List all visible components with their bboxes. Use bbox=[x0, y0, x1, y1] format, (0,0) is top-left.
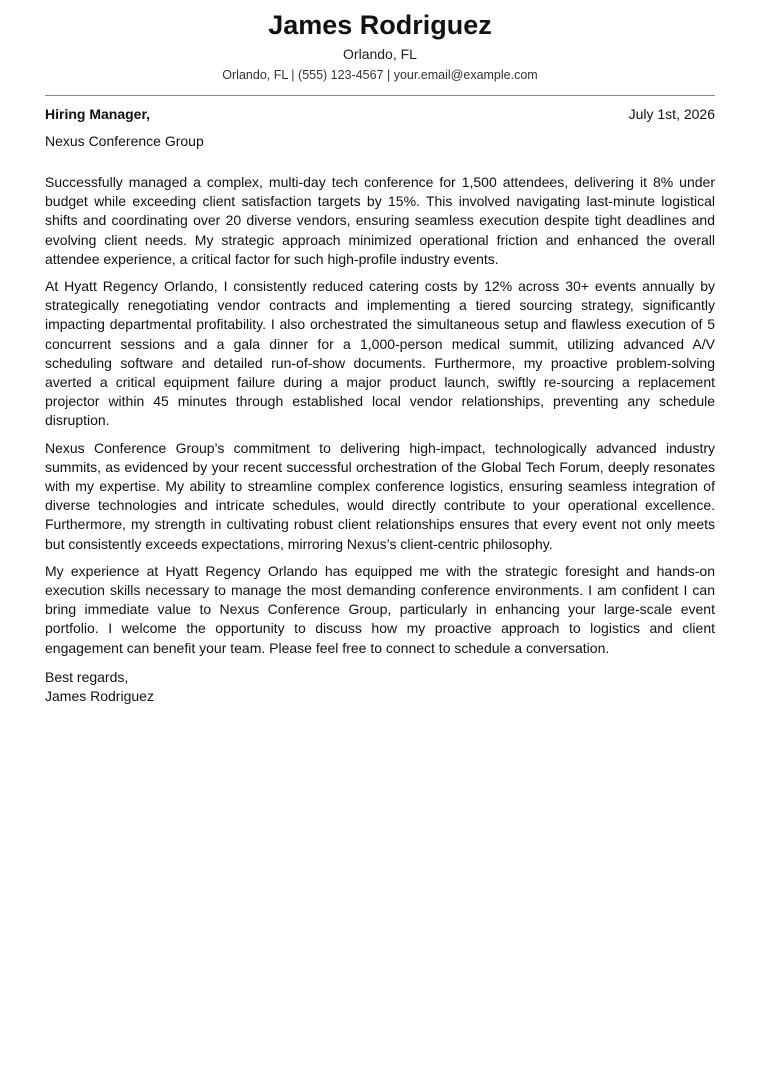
sender-name: James Rodriguez bbox=[268, 10, 492, 40]
body-paragraph: At Hyatt Regency Orlando, I consistently reduced catering costs by 12% across 30+ events annually by strategically renegotiating vendor contracts and implementing a tiered sourcing strategy, significantly impacting departmental profitability. I also orchestrated the simultaneous setup and flawless execution of 5 concurrent sessions and a gala dinner for a 1,000-person medical summit, utilizing advanced A/V scheduling software and detailed run-of-show documents. Furthermore, my proactive problem-solving averted a critical equipment failure during a major product launch, swiftly re-sourcing a replacement projector within 45 minutes through established local vendor relationships, preventing any schedule disruption. bbox=[45, 278, 715, 429]
letter-body bbox=[45, 173, 715, 658]
signature-name: James Rodriguez bbox=[45, 688, 154, 705]
recipient-company: Nexus Conference Group bbox=[45, 133, 204, 149]
closing-phrase: Best regards, bbox=[45, 668, 129, 685]
sender-location: Orlando, FL bbox=[343, 46, 417, 62]
recipient-salutation: Hiring Manager, bbox=[45, 106, 151, 122]
body-paragraph: My experience at Hyatt Regency Orlando has equipped me with the strategic foresight and hands-on execution skills necessary to manage the most demanding conference environments. I am confident I can bring immediate value to Nexus Conference Group, particularly in enhancing your large-scale event portfolio. I welcome the opportunity to discuss how my proactive approach to logistics and client engagement can benefit your team. Please feel free to connect to schedule a conversation. bbox=[45, 562, 715, 656]
body-paragraph: Successfully managed a complex, multi-day tech conference for 1,500 attendees, delivering it 8% under budget while exceeding client satisfaction targets by 15%. This involved navigating last-minute logistical shifts and coordinating over 20 diverse vendors, ensuring seamless execution despite tight deadlines and evolving client needs. My strategic approach minimized operational friction and enhanced the overall attendee experience, a critical factor for such high-profile industry events. bbox=[45, 174, 715, 267]
letter-closing bbox=[45, 668, 715, 706]
recipient-date-row bbox=[45, 105, 715, 123]
letter-header bbox=[45, 0, 715, 83]
header-divider bbox=[45, 95, 715, 96]
sender-contact-line: Orlando, FL | (555) 123-4567 | your.email@example.com bbox=[222, 68, 538, 82]
body-paragraph: Nexus Conference Group’s commitment to delivering high-impact, technologically advanced industry summits, as evidenced by your recent successful orchestration of the Global Tech Forum, deeply resonates with my expertise. My ability to streamline complex conference logistics, ensuring seamless integration of diverse technologies and intricate schedules, would directly contribute to your operational excellence. Furthermore, my strength in cultivating robust client relationships ensures that every event not only meets but consistently exceeds expectations, mirroring Nexus’s client-centric philosophy. bbox=[45, 439, 715, 552]
letter-date: July 1st, 2026 bbox=[628, 106, 715, 122]
